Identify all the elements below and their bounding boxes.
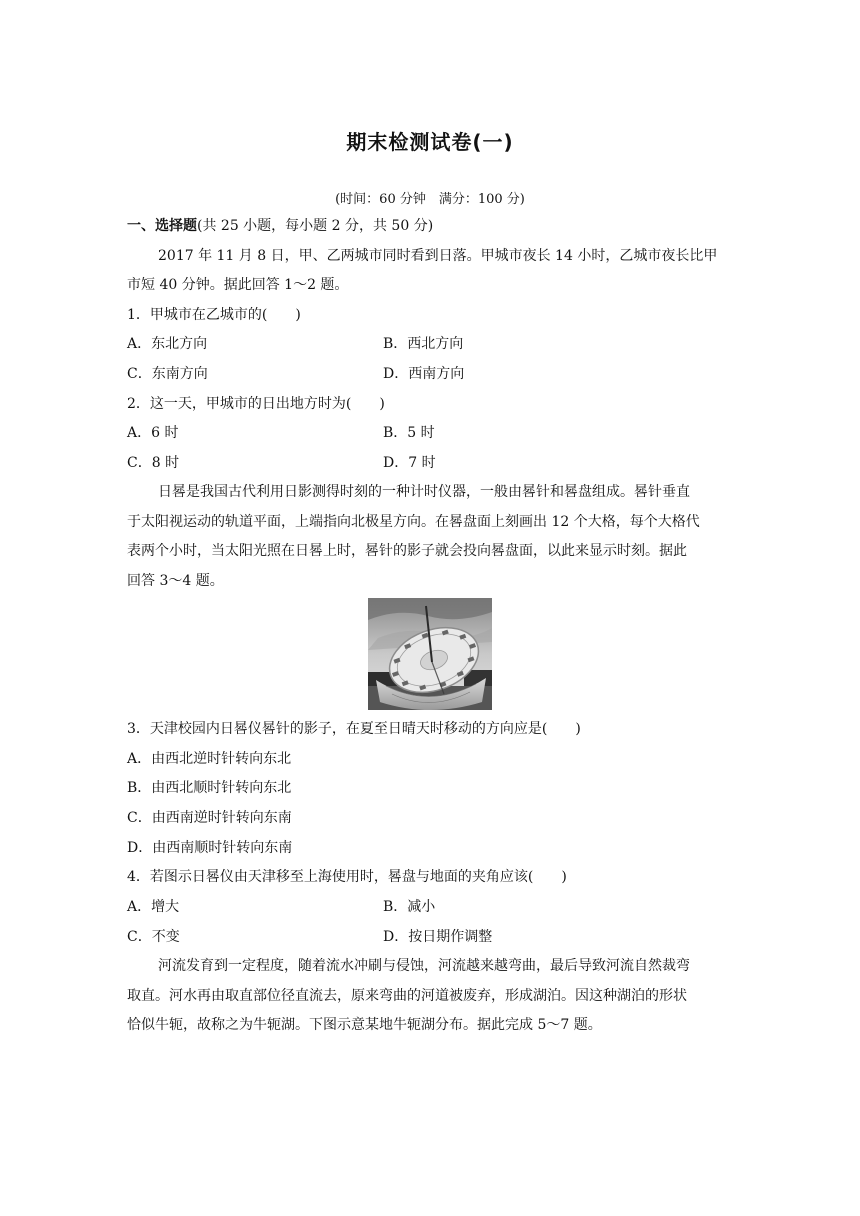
question-1-stem: 1．甲城市在乙城市的( ) [127,307,301,323]
question-2-option-d: D．7 时 [383,455,436,471]
question-2-option-c: C．8 时 [127,455,180,471]
question-3-option-c: C．由西南逆时针转向东南 [127,810,292,826]
passage1-line1: 2017 年 11 月 8 日，甲、乙两城市同时看到日落。甲城市夜长 14 小时，乙城市夜长比甲 [158,248,718,264]
section-heading-note: (共 25 小题，每小题 2 分，共 50 分) [197,218,434,234]
question-1-option-d: D．西南方向 [383,366,465,382]
passage2-line4: 回答 3～4 题。 [127,573,224,589]
question-2-stem: 2．这一天，甲城市的日出地方时为( ) [127,396,385,412]
question-1-option-a: A．东北方向 [127,336,208,352]
sundial-photo [368,598,492,710]
question-1-option-c: C．东南方向 [127,366,208,382]
passage3-line2: 取直。河水再由取直部位径直流去，原来弯曲的河道被废弃，形成湖泊。因这种湖泊的形状 [127,988,687,1004]
question-4-option-c: C．不变 [127,929,180,945]
question-4-stem: 4．若图示日晷仪由天津移至上海使用时，晷盘与地面的夹角应该( ) [127,869,567,885]
section-heading [127,216,433,236]
question-4-option-a: A．增大 [127,899,180,915]
question-3-option-a: A．由西北逆时针转向东北 [127,751,292,767]
exam-info: (时间：60 分钟 满分：100 分) [335,192,525,207]
passage2-line3: 表两个小时，当太阳光照在日晷上时，晷针的影子就会投向晷盘面，以此来显示时刻。据此 [127,543,687,559]
passage3-line3: 恰似牛轭，故称之为牛轭湖。下图示意某地牛轭湖分布。据此完成 5～7 题。 [127,1017,602,1033]
question-3-stem: 3．天津校园内日晷仪晷针的影子，在夏至日晴天时移动的方向应是( ) [127,721,581,737]
question-4-option-b: B．减小 [383,899,436,915]
question-4-option-d: D．按日期作调整 [383,929,493,945]
question-1-option-b: B．西北方向 [383,336,464,352]
question-2-option-b: B．5 时 [383,425,435,441]
question-3-option-d: D．由西南顺时针转向东南 [127,840,293,856]
question-2-option-a: A．6 时 [127,425,179,441]
passage1-line2: 市短 40 分钟。据此回答 1～2 题。 [127,277,349,293]
passage3-line1: 河流发育到一定程度，随着流水冲刷与侵蚀，河流越来越弯曲，最后导致河流自然裁弯 [158,958,690,974]
passage2-line1: 日晷是我国古代利用日影测得时刻的一种计时仪器，一般由晷针和晷盘组成。晷针垂直 [158,484,690,500]
question-3-option-b: B．由西北顺时针转向东北 [127,780,292,796]
page-title: 期末检测试卷(一) [346,130,514,154]
section-heading-title: 一、选择题 [127,218,197,234]
passage2-line2: 于太阳视运动的轨道平面，上端指向北极星方向。在晷盘面上刻画出 12 个大格，每个大格代 [127,514,700,530]
